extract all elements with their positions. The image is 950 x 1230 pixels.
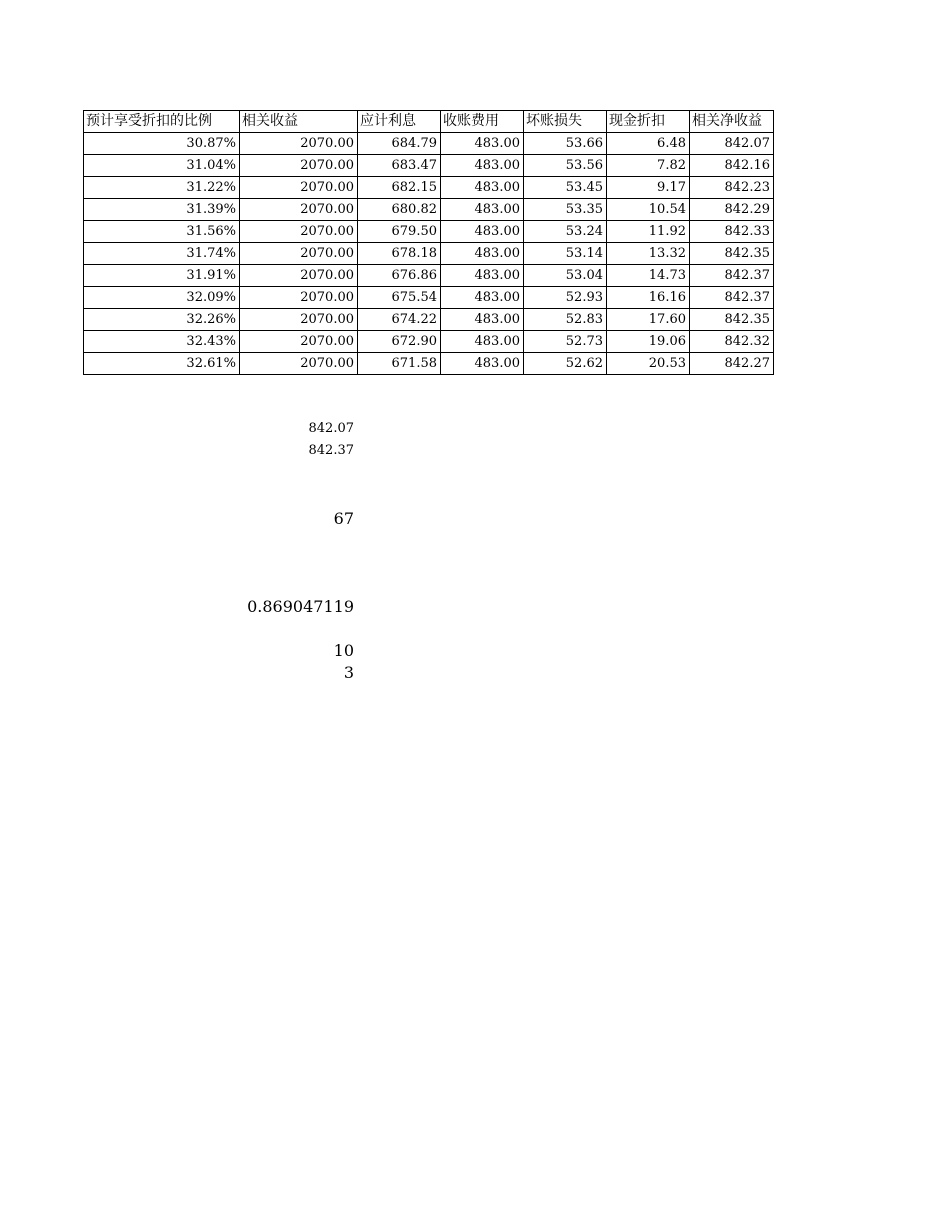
cell-collection-cost[interactable]: 483.00 <box>441 243 524 265</box>
cell-collection-cost[interactable]: 483.00 <box>441 309 524 331</box>
table-row <box>84 133 774 155</box>
table-row <box>84 243 774 265</box>
header-collection-cost[interactable]: 收账费用 <box>441 111 524 133</box>
cell-bad-debt-loss[interactable]: 53.45 <box>524 177 607 199</box>
cell-net-revenue[interactable]: 842.37 <box>690 287 774 309</box>
cell-accrued-interest[interactable]: 675.54 <box>358 287 441 309</box>
cell-net-revenue[interactable]: 842.29 <box>690 199 774 221</box>
cell-bad-debt-loss[interactable]: 52.73 <box>524 331 607 353</box>
table-row <box>84 221 774 243</box>
cell-net-revenue[interactable]: 842.33 <box>690 221 774 243</box>
cell-collection-cost[interactable]: 483.00 <box>441 177 524 199</box>
cell-related-revenue[interactable]: 2070.00 <box>240 199 358 221</box>
cell-cash-discount[interactable]: 17.60 <box>607 309 690 331</box>
header-discount-ratio[interactable]: 预计享受折扣的比例 <box>84 111 240 133</box>
cell-discount-ratio[interactable]: 31.39% <box>84 199 240 221</box>
cell-related-revenue[interactable]: 2070.00 <box>240 309 358 331</box>
cell-accrued-interest[interactable]: 679.50 <box>358 221 441 243</box>
cell-discount-ratio[interactable]: 31.22% <box>84 177 240 199</box>
cell-bad-debt-loss[interactable]: 52.83 <box>524 309 607 331</box>
cell-related-revenue[interactable]: 2070.00 <box>240 331 358 353</box>
summary-value-1[interactable]: 842.07 <box>308 421 354 436</box>
cell-cash-discount[interactable]: 13.32 <box>607 243 690 265</box>
summary-value-2[interactable]: 842.37 <box>308 443 354 458</box>
cell-discount-ratio[interactable]: 32.61% <box>84 353 240 375</box>
cell-discount-ratio[interactable]: 32.26% <box>84 309 240 331</box>
cell-related-revenue[interactable]: 2070.00 <box>240 243 358 265</box>
table-row <box>84 265 774 287</box>
cell-net-revenue[interactable]: 842.35 <box>690 243 774 265</box>
cell-bad-debt-loss[interactable]: 53.14 <box>524 243 607 265</box>
cell-accrued-interest[interactable]: 683.47 <box>358 155 441 177</box>
cell-accrued-interest[interactable]: 672.90 <box>358 331 441 353</box>
cell-bad-debt-loss[interactable]: 52.93 <box>524 287 607 309</box>
table-row <box>84 177 774 199</box>
cell-net-revenue[interactable]: 842.16 <box>690 155 774 177</box>
cell-bad-debt-loss[interactable]: 53.56 <box>524 155 607 177</box>
cell-discount-ratio[interactable]: 31.74% <box>84 243 240 265</box>
cell-cash-discount[interactable]: 16.16 <box>607 287 690 309</box>
header-cash-discount[interactable]: 现金折扣 <box>607 111 690 133</box>
cell-related-revenue[interactable]: 2070.00 <box>240 177 358 199</box>
cell-collection-cost[interactable]: 483.00 <box>441 155 524 177</box>
cell-bad-debt-loss[interactable]: 52.62 <box>524 353 607 375</box>
cell-accrued-interest[interactable]: 676.86 <box>358 265 441 287</box>
cell-collection-cost[interactable]: 483.00 <box>441 221 524 243</box>
summary-value-4[interactable]: 0.869047119 <box>247 597 354 616</box>
cell-cash-discount[interactable]: 9.17 <box>607 177 690 199</box>
table-row <box>84 155 774 177</box>
cell-bad-debt-loss[interactable]: 53.04 <box>524 265 607 287</box>
table-row <box>84 353 774 375</box>
cell-accrued-interest[interactable]: 682.15 <box>358 177 441 199</box>
cell-accrued-interest[interactable]: 678.18 <box>358 243 441 265</box>
cell-collection-cost[interactable]: 483.00 <box>441 353 524 375</box>
table-row <box>84 309 774 331</box>
header-accrued-interest[interactable]: 应计利息 <box>358 111 441 133</box>
cell-net-revenue[interactable]: 842.37 <box>690 265 774 287</box>
cell-collection-cost[interactable]: 483.00 <box>441 133 524 155</box>
cell-cash-discount[interactable]: 19.06 <box>607 331 690 353</box>
cell-related-revenue[interactable]: 2070.00 <box>240 155 358 177</box>
cell-cash-discount[interactable]: 6.48 <box>607 133 690 155</box>
summary-value-5[interactable]: 10 <box>333 641 354 660</box>
header-related-revenue[interactable]: 相关收益 <box>240 111 358 133</box>
cell-discount-ratio[interactable]: 32.09% <box>84 287 240 309</box>
cell-collection-cost[interactable]: 483.00 <box>441 199 524 221</box>
cell-discount-ratio[interactable]: 30.87% <box>84 133 240 155</box>
cell-cash-discount[interactable]: 11.92 <box>607 221 690 243</box>
cell-accrued-interest[interactable]: 674.22 <box>358 309 441 331</box>
cell-cash-discount[interactable]: 20.53 <box>607 353 690 375</box>
cell-net-revenue[interactable]: 842.07 <box>690 133 774 155</box>
cell-related-revenue[interactable]: 2070.00 <box>240 265 358 287</box>
data-table <box>83 110 774 375</box>
cell-accrued-interest[interactable]: 684.79 <box>358 133 441 155</box>
cell-cash-discount[interactable]: 7.82 <box>607 155 690 177</box>
cell-related-revenue[interactable]: 2070.00 <box>240 353 358 375</box>
cell-bad-debt-loss[interactable]: 53.66 <box>524 133 607 155</box>
summary-value-3[interactable]: 67 <box>333 509 354 528</box>
cell-net-revenue[interactable]: 842.23 <box>690 177 774 199</box>
cell-net-revenue[interactable]: 842.35 <box>690 309 774 331</box>
cell-accrued-interest[interactable]: 680.82 <box>358 199 441 221</box>
cell-collection-cost[interactable]: 483.00 <box>441 265 524 287</box>
table-body <box>84 133 774 375</box>
header-bad-debt-loss[interactable]: 坏账损失 <box>524 111 607 133</box>
cell-cash-discount[interactable]: 14.73 <box>607 265 690 287</box>
cell-bad-debt-loss[interactable]: 53.35 <box>524 199 607 221</box>
table-row <box>84 199 774 221</box>
cell-cash-discount[interactable]: 10.54 <box>607 199 690 221</box>
table-row <box>84 331 774 353</box>
cell-discount-ratio[interactable]: 32.43% <box>84 331 240 353</box>
cell-net-revenue[interactable]: 842.32 <box>690 331 774 353</box>
cell-discount-ratio[interactable]: 31.04% <box>84 155 240 177</box>
cell-discount-ratio[interactable]: 31.91% <box>84 265 240 287</box>
cell-net-revenue[interactable]: 842.27 <box>690 353 774 375</box>
cell-related-revenue[interactable]: 2070.00 <box>240 287 358 309</box>
cell-related-revenue[interactable]: 2070.00 <box>240 133 358 155</box>
cell-bad-debt-loss[interactable]: 53.24 <box>524 221 607 243</box>
cell-collection-cost[interactable]: 483.00 <box>441 287 524 309</box>
cell-related-revenue[interactable]: 2070.00 <box>240 221 358 243</box>
cell-discount-ratio[interactable]: 31.56% <box>84 221 240 243</box>
cell-accrued-interest[interactable]: 671.58 <box>358 353 441 375</box>
table-header-row <box>84 111 774 133</box>
cell-collection-cost[interactable]: 483.00 <box>441 331 524 353</box>
header-net-revenue[interactable]: 相关净收益 <box>690 111 774 133</box>
summary-value-6[interactable]: 3 <box>343 663 354 682</box>
table-row <box>84 287 774 309</box>
